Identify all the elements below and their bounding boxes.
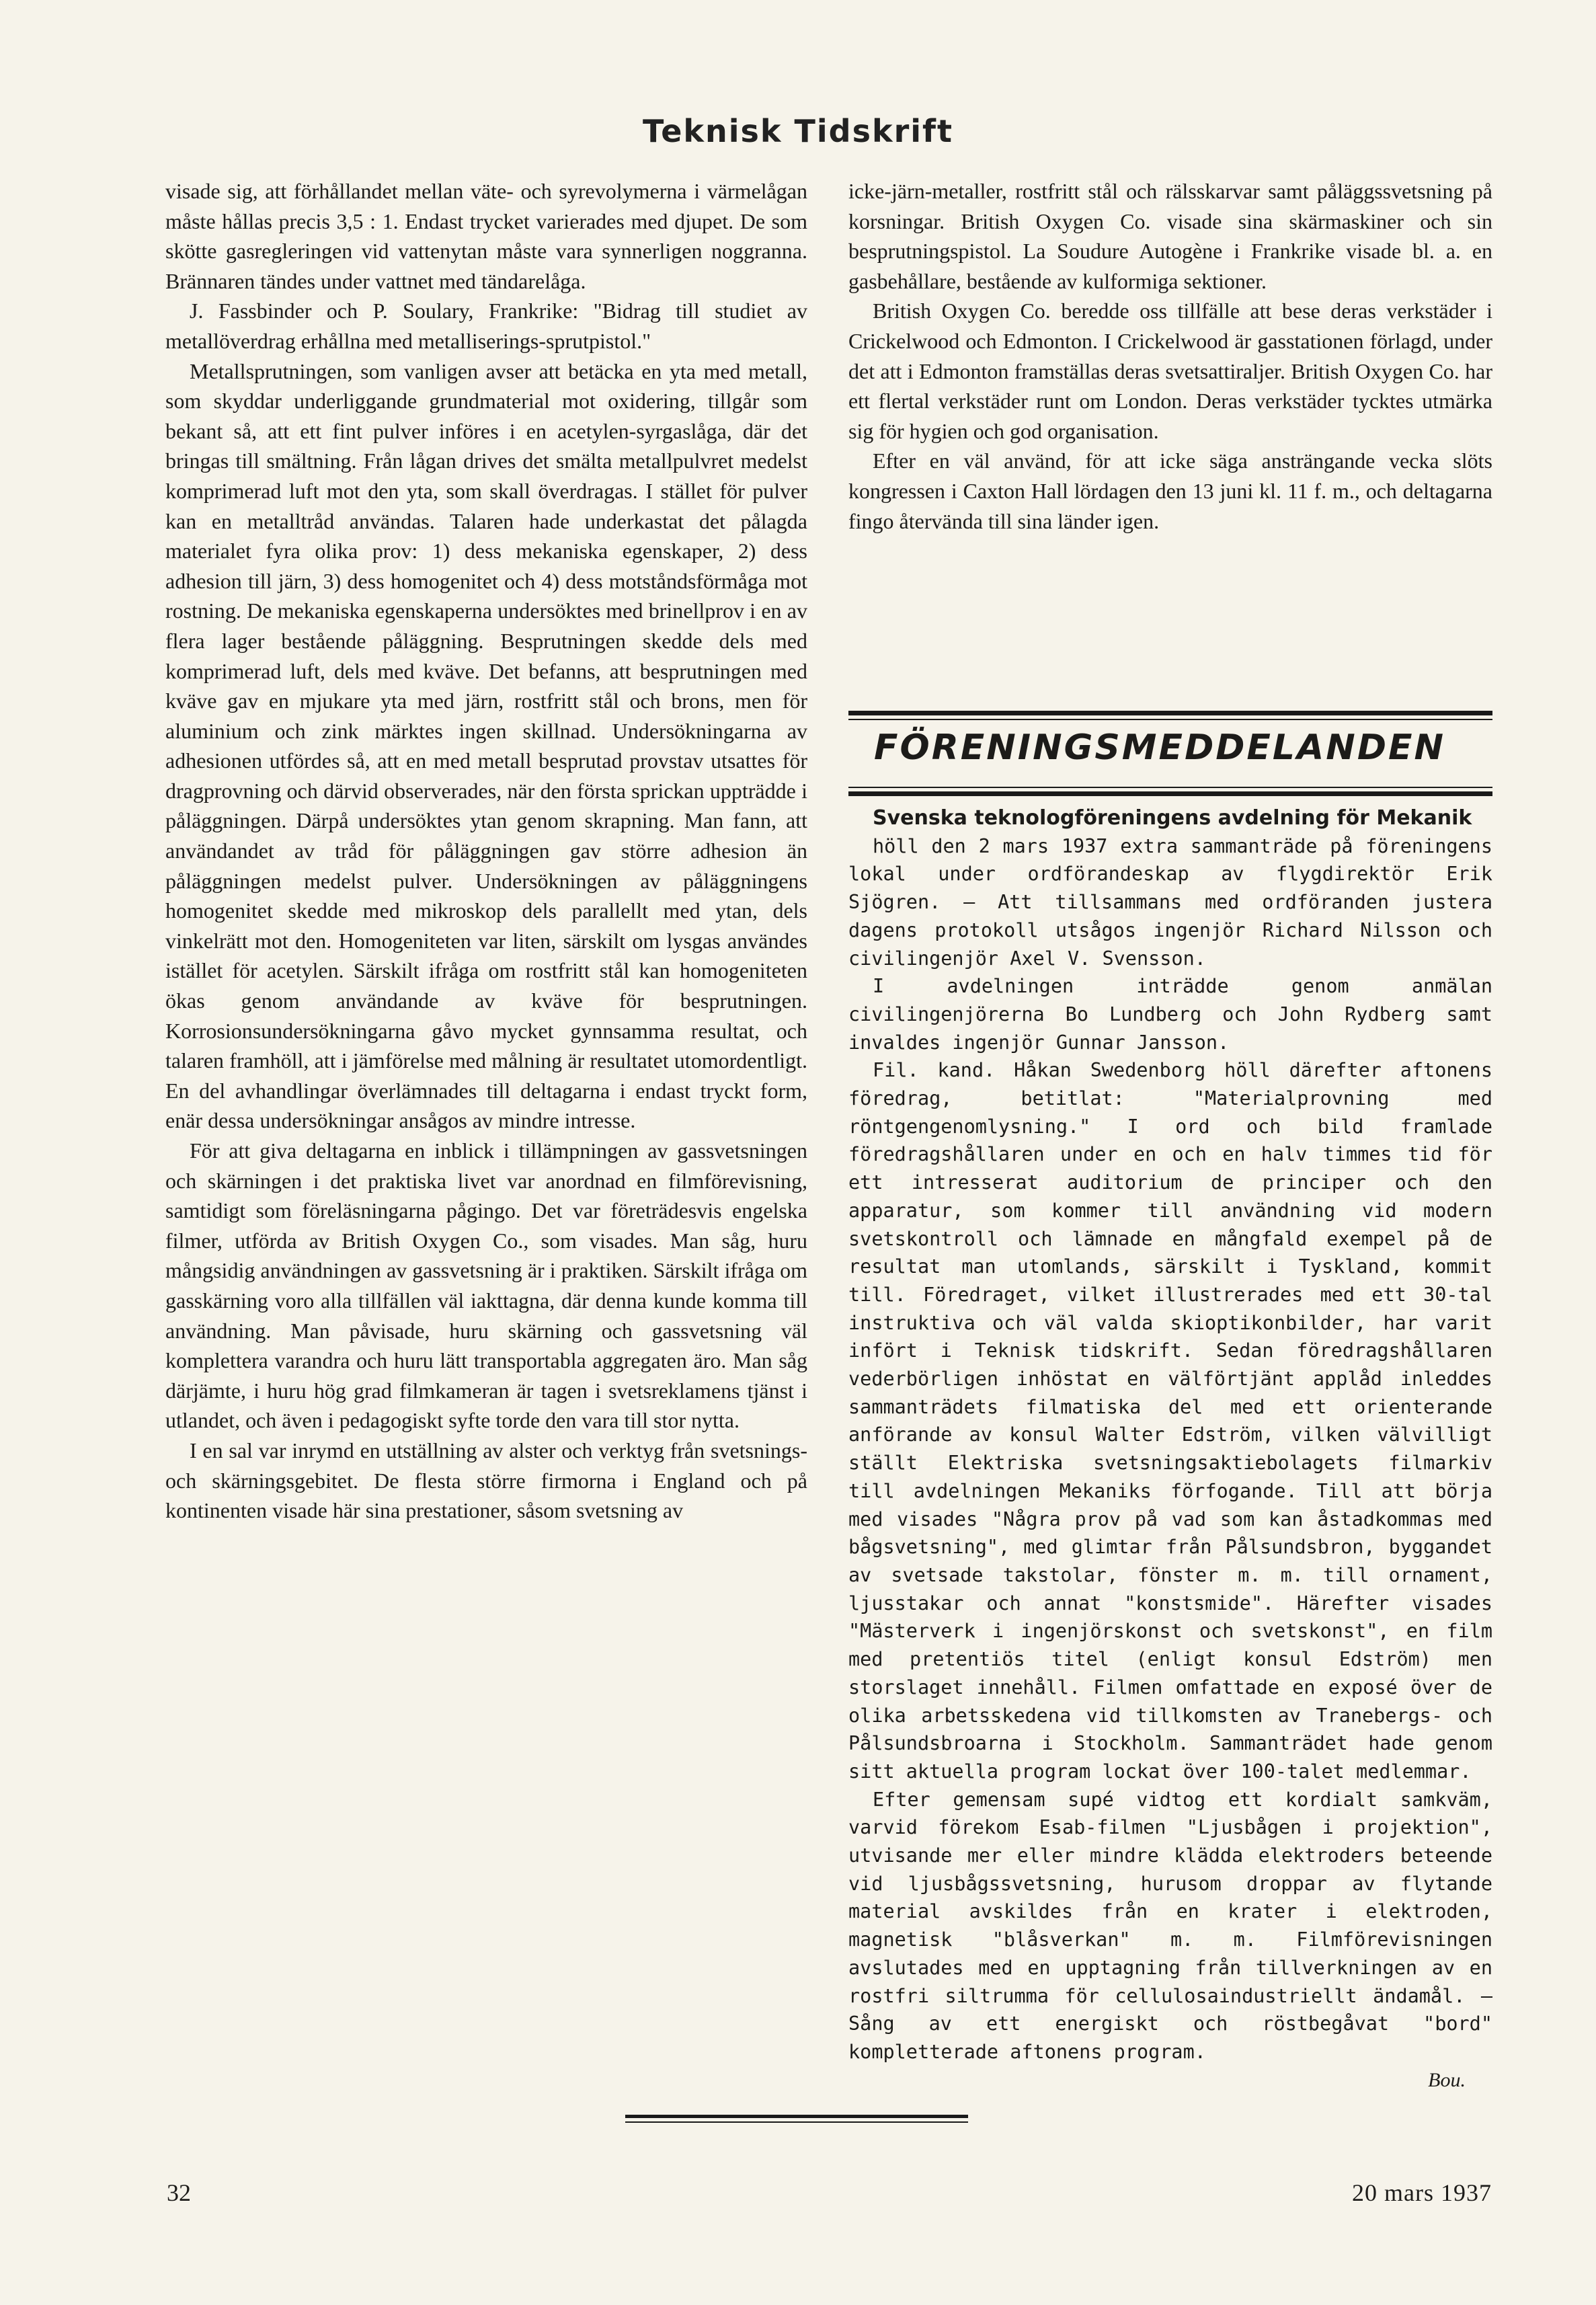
rule-line [848,719,1492,720]
paragraph: British Oxygen Co. beredde oss tillfälle att bese deras verkstäder i Crickelwood och Edmonton. I Crickelwood är gasstationen förlagd, under det att i Edmonton framställas deras svetsattiraljer. British Oxygen Co. har ett flertal verkstäder runt om London. Deras verkstäder tycktes utmärka sig för hygien och god organisation. [848,299,1492,443]
signature: Bou. [1428,2068,1466,2091]
notice-lead: Svenska teknologföreningens avdelning för Mekanik [873,806,1472,830]
association-notice [848,804,1492,2094]
notice-paragraph: I avdelningen inträdde genom anmälan civilingenjörerna Bo Lundberg och John Rydberg samt invaldes ingenjör Gunnar Jansson. [848,975,1492,1054]
paragraph: Metallsprutningen, som vanligen avser att betäcka en yta med metall, som skyddar underliggande grundmaterial mot oxidering, tillgår som bekant så, att ett fint pulver införes i en acetylen-syrgaslåga, där det bringas till smältning. Från lågan drives det smälta metallpulvret medelst komprimerad luft mot den yta, som skall överdragas. I stället för pulver kan en metalltråd användas. Talaren hade underkastat det pålagda materialet fyra olika prov: 1) dess mekaniska egenskaper, 2) dess adhesion till järn, 3) dess homogenitet och 4) dess motståndsförmåga mot rostning. De mekaniska egenskaperna undersöktes med brinellprov i en av flera lager bestående påläggning. Besprutningen skedde dels med komprimerad luft, dels med kväve. Det befanns, att besprutningen med kväve gav en mjukare yta med järn, rostfritt stål och brons, men för aluminium och zink märktes ingen skillnad. Undersökningarna av adhesionen utfördes så, att en med metall besprutad provstav utsattes för dragprovning och därvid observerades, när den första sprickan uppträdde i påläggningen. Därpå undersöktes ytan genom skrapning. Man fann, att användandet av tråd för påläggningen gav större adhesion än påläggningen medelst pulver. Undersökningen av påläggningens homogenitet skedde med mikroskop dels parallellt med ytan, dels vinkelrätt mot den. Homogeniteten var liten, särskilt om lysgas användes istället för acetylen. Särskilt ifråga om rostfritt stål kan homogeniteten ökas genom användande av kväve för besprutningen. Korrosionsundersökningarna gåvo mycket gynnsamma resultat, och talaren framhöll, att i jämförelse med målning är resultatet utomordentligt. En del avhandlingar överlämnades till deltagarna i endast tryckt form, enär dessa undersökningar ansågos av mindre intresse. [165,358,807,1133]
page-header: Teknisk Tidskrift [642,113,954,149]
rule-line [625,2115,968,2118]
page-number: 32 [167,2179,191,2206]
section-title: FÖRENINGSMEDDELANDEN [874,728,1446,768]
paragraph: Efter en väl använd, för att icke säga ansträngande vecka slöts kongressen i Caxton Hall lördagen den 13 juni kl. 11 f. m., och deltagarna fingo återvända till sina länder igen. [848,448,1492,533]
notice-paragraph [848,804,1492,832]
section-rule-bottom [848,787,1492,796]
issue-date: 20 mars 1937 [1352,2179,1492,2206]
paragraph: J. Fassbinder och P. Soulary, Frankrike: "Bidrag till studiet av metallöverdrag erhållna med metalliserings-sprutpistol." [165,299,807,353]
end-rule [625,2115,968,2123]
right-column [848,176,1492,536]
notice-paragraph: Fil. kand. Håkan Swedenborg höll därefter aftonens föredrag, betitlat: "Materialprovning med röntgengenomlysning." I ord och bild framlade föredragshållaren under en och en halv timmes tid för ett intresserat auditorium de principer och den apparatur, som kommer till användning vid modern svetskontroll och lämnade en mångfald exempel på de resultat man utomlands, särskilt i Tyskland, kommit till. Föredraget, vilket illustrerades med ett 30-tal instruktiva och väl valda skioptikonbilder, har varit infört i Teknisk tidskrift. Sedan föredragshållaren vederbörligen inhöstat en välförtjänt applåd inleddes sammanträdets filmatiska del med ett orienterande anförande av konsul Walter Edström, vilken välvilligt ställt Elektriska svetsningsaktiebolagets filmarkiv till avdelningen Mekaniks förfogande. Till att börja med visades "Några prov på vad som kan åstadkommas med bågsvetsning", med glimtar från Pålsundsbron, byggandet av svetsade takstolar, fönster m. m. till ornament, ljusstakar och annat "konstsmide". Härefter visades "Mästerverk i ingenjörskonst och svetskonst", en film med pretentiös titel (enligt konsul Edström) men storslaget innehåll. Filmen omfattade en exposé över de olika arbetsskedena vid tillkomsten av Tranebergs- och Pålsundsbroarna i Stockholm. Sammanträdet hade genom sitt aktuella program lockat över 100-talet medlemmar. [848,1059,1492,1783]
rule-line [848,787,1492,788]
left-column [165,176,807,1526]
paragraph: För att giva deltagarna en inblick i tillämpningen av gassvetsningen och skärningen i det praktiska livet var anordnad en filmförevisning, samtidigt som föreläsningarna pågingo. Det var företrädesvis engelska filmer, utförda av British Oxygen Co., som visades. Man såg, huru mångsidig användningen av gassvetsning är i praktiken. Särskilt ifråga om gasskärning voro alla tillfällen väl iakttagna, där denna kunde komma till användning. Man påvisade, huru skärning och gassvetsning väl komplettera varandra och huru lätt transportabla aggregaten äro. Man såg därjämte, i huru hög grad filmkameran är tagen i svetsreklamens tjänst i utlandet, och även i pedagogiskt syfte torde den vara till stor nytta. [165,1138,807,1433]
section-rule-top [848,711,1492,720]
paragraph: icke-järn-metaller, rostfritt stål och rälsskarvar samt påläggssvetsning på korsningar. British Oxygen Co. visade sina skärmaskiner och sin besprutningspistol. La Soudure Autogène i Frankrike visade bl. a. en gasbehållare, bestående av kulformiga sektioner. [848,179,1492,293]
rule-line [848,711,1492,715]
notice-paragraph: höll den 2 mars 1937 extra sammanträde på föreningens lokal under ordförandeskap av flygdirektör Erik Sjögren. — Att tillsammans med ordföranden justera dagens protokoll utsågos ingenjör Richard Nilsson och civilingenjör Axel V. Svensson. [848,834,1492,970]
notice-paragraph: Efter gemensam supé vidtog ett kordialt samkväm, varvid förekom Esab-filmen "Ljusbågen i projektion", utvisande mer eller mindre klädda elektroders beteende vid ljusbågssvetsning, hurusom droppar av flytande material avskildes från en krater i elektroden, magnetisk "blåsverkan" m. m. Filmförevisningen avslutades med en upptagning från tillverkningen av en rostfri siltrumma för cellulosaindustriellt ändamål. — Sång av ett energiskt och röstbegåvat "bord" kompletterade aftonens program. [848,1788,1492,2063]
rule-line [625,2121,968,2123]
rule-line [848,791,1492,796]
paragraph: visade sig, att förhållandet mellan väte- och syrevolymerna i värmelågan måste hållas precis 3,5 : 1. Endast trycket varierades med djupet. De som skötte gasregleringen vid vattenytan måste vara synnerligen noggranna. Brännaren tändes under vattnet med tändarelåga. [165,179,807,293]
paragraph: I en sal var inrymd en utställning av alster och verktyg från svetsnings- och skärningsgebitet. De flesta större firmorna i England och på kontinenten visade här sina prestationer, såsom svetsning av [165,1438,807,1523]
